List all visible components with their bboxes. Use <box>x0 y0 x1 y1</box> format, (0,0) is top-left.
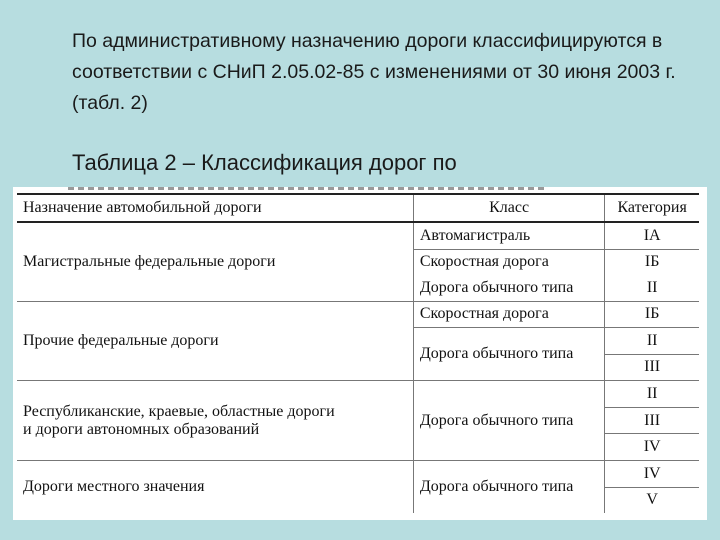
category-cell: II <box>605 381 699 408</box>
category-cell: II <box>605 328 699 355</box>
purpose-line: Республиканские, краевые, областные дороги <box>23 402 335 420</box>
class-cell: Автомагистраль <box>413 222 604 249</box>
intro-paragraph: По административному назначению дороги классифицируются в соответствии с СНиП 2.05.02-85 с изменениями от 30 июня 2003 г. (табл. 2) <box>72 30 676 114</box>
table-caption: Таблица 2 – Классификация дорог по <box>72 150 457 175</box>
header-class: Класс <box>413 194 604 222</box>
category-cell: III <box>605 407 699 434</box>
table-row <box>17 222 699 249</box>
category-cell: IA <box>605 222 699 249</box>
table-row <box>17 301 699 328</box>
table-row <box>17 381 699 408</box>
class-cell: Дорога обычного типа <box>413 328 604 381</box>
cropped-text-line <box>68 187 548 190</box>
purpose-cell: Магистральные федеральные дороги <box>17 222 413 301</box>
purpose-cell: Дороги местного значения <box>17 461 413 514</box>
purpose-line: и дороги автономных образований <box>23 420 260 438</box>
class-cell: Скоростная дорога <box>413 301 604 328</box>
category-cell: IБ <box>605 249 699 275</box>
header-category: Категория <box>605 194 699 222</box>
class-cell: Скоростная дорога <box>413 249 604 275</box>
class-cell: Дорога обычного типа <box>413 461 604 514</box>
category-cell: IБ <box>605 301 699 328</box>
category-cell: IV <box>605 434 699 461</box>
category-cell: III <box>605 354 699 381</box>
purpose-cell: Прочие федеральные дороги <box>17 301 413 381</box>
category-cell: II <box>646 278 658 296</box>
category-cell: IV <box>605 461 699 488</box>
class-cell: Дорога обычного типа <box>413 275 604 301</box>
classification-table-panel <box>13 187 707 520</box>
header-purpose: Назначение автомобильной дороги <box>17 194 413 222</box>
table-row <box>17 461 699 488</box>
table-header-row <box>17 194 699 222</box>
road-classification-table <box>17 193 699 513</box>
category-cell: V <box>605 487 699 513</box>
class-cell: Дорога обычного типа <box>413 381 604 461</box>
purpose-cell <box>17 381 413 461</box>
